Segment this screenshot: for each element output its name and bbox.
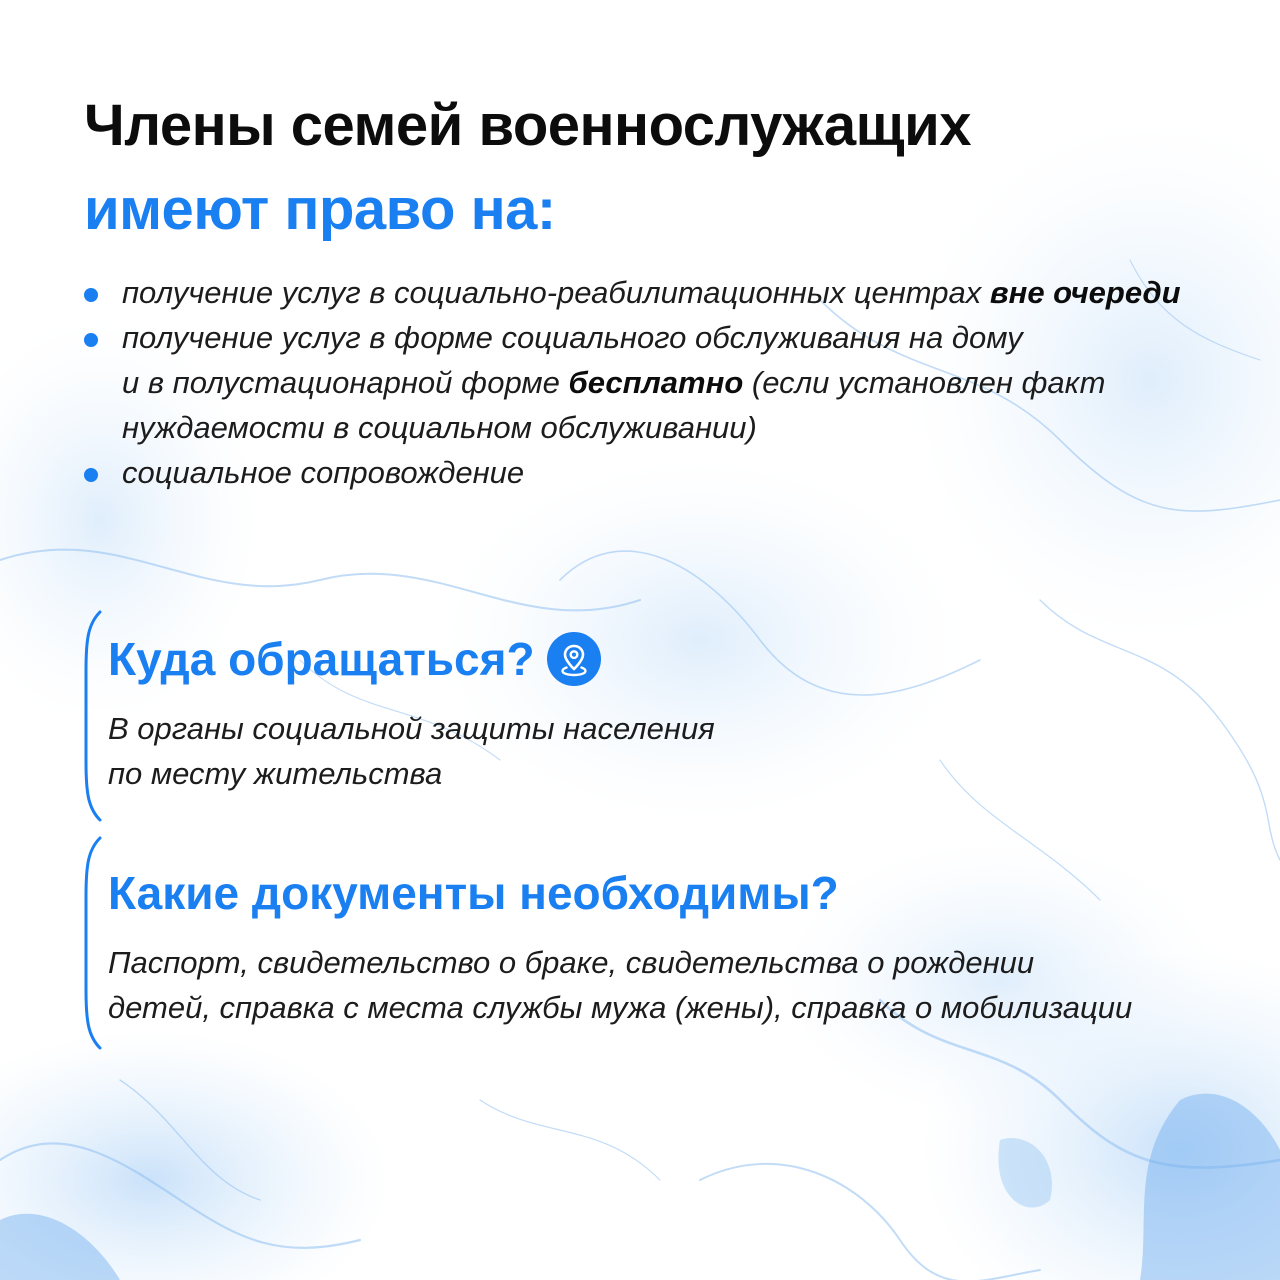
bullet-dot-icon <box>84 333 98 347</box>
list-item-rehab-centers <box>84 270 1234 315</box>
text-fragment: (если установлен факт <box>743 365 1106 400</box>
rights-list <box>84 270 1234 495</box>
section-bracket <box>82 610 102 822</box>
documents-title <box>108 866 839 920</box>
documents-title-text: Какие документы необходимы? <box>108 867 839 919</box>
where-title-text: Куда обращаться? <box>108 633 535 685</box>
page-title-line-1: Члены семей военнослужащих <box>84 93 971 158</box>
where-title <box>108 632 601 686</box>
list-item-line <box>122 405 1234 450</box>
documents-text-line: Паспорт, свидетельство о браке, свидетельства о рождении <box>108 945 1035 980</box>
where-text <box>108 706 715 796</box>
list-item-line <box>122 360 1234 405</box>
text-fragment: нуждаемости в социальном обслуживании) <box>122 410 757 445</box>
list-item-line <box>122 315 1234 360</box>
bullet-dot-icon <box>84 468 98 482</box>
list-item-line <box>122 450 1234 495</box>
list-item-home-service <box>84 315 1234 450</box>
emphasis-text: вне очереди <box>989 275 1181 310</box>
list-item-line <box>122 270 1234 315</box>
documents-text-line: детей, справка с места службы мужа (жены), справка о мобилизации <box>108 990 1133 1025</box>
required-documents-section <box>82 836 1202 1050</box>
text-fragment: и в полустационарной форме <box>122 365 569 400</box>
text-fragment: получение услуг в социально-реабилитационных центрах <box>122 275 990 310</box>
emphasis-text: бесплатно <box>568 365 744 400</box>
location-pin-icon <box>547 632 601 686</box>
documents-text <box>108 940 1132 1030</box>
section-bracket <box>82 836 102 1050</box>
bullet-dot-icon <box>84 288 98 302</box>
where-text-line: В органы социальной защиты населения <box>108 711 715 746</box>
where-text-line: по месту жительства <box>108 756 443 791</box>
text-fragment: получение услуг в форме социального обслуживания на дому <box>122 320 1023 355</box>
list-item-social-support <box>84 450 1234 495</box>
text-fragment: социальное сопровождение <box>122 455 525 490</box>
page-title-line-2: имеют право на: <box>84 177 556 242</box>
where-to-apply-section <box>82 610 1202 822</box>
